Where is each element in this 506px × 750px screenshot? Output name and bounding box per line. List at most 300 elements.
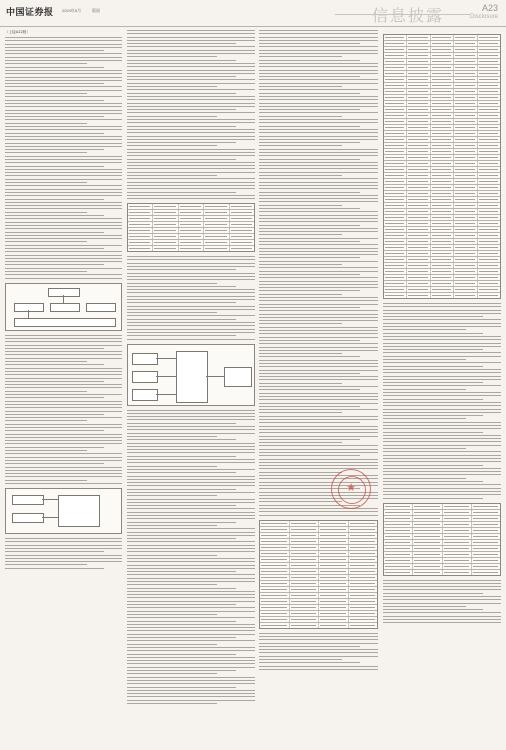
text-line	[127, 122, 255, 123]
text-line	[5, 192, 122, 193]
table-cell	[454, 203, 477, 208]
text-line	[127, 654, 236, 655]
text-line	[5, 255, 122, 256]
table-cell	[384, 534, 413, 539]
table-cell	[319, 581, 349, 586]
table-cell	[290, 521, 320, 526]
table-cell	[204, 222, 229, 227]
table-cell	[407, 221, 430, 226]
text-line	[127, 172, 255, 173]
table-cell	[454, 251, 477, 256]
text-line	[127, 683, 255, 684]
text-line	[5, 189, 122, 190]
text-line	[5, 364, 104, 365]
text-line	[259, 452, 378, 453]
text-line	[383, 484, 501, 485]
text-line	[5, 222, 122, 223]
text-line	[383, 323, 501, 324]
table-cell	[349, 605, 378, 610]
text-line	[5, 341, 122, 342]
text-line	[259, 297, 378, 298]
text-line	[127, 198, 255, 199]
table-cell	[204, 246, 229, 251]
table-cell	[384, 101, 407, 106]
table-cell	[478, 251, 500, 256]
table-cell	[384, 293, 407, 298]
text-line	[259, 40, 378, 41]
text-line	[127, 259, 255, 260]
table-cell	[443, 540, 472, 545]
text-line	[127, 535, 255, 536]
table-cell	[431, 131, 454, 136]
table-cell	[454, 269, 477, 274]
text-line	[383, 606, 466, 607]
text-column-3	[259, 30, 378, 672]
text-line	[5, 470, 122, 471]
text-line	[5, 179, 122, 180]
text-line	[383, 586, 501, 587]
text-line	[383, 596, 501, 597]
table-cell	[384, 233, 407, 238]
table-row	[260, 623, 377, 628]
text-line	[127, 584, 217, 585]
table-cell	[179, 240, 204, 245]
text-line	[383, 346, 501, 347]
column-2-text-mid	[127, 256, 255, 339]
text-line	[5, 175, 122, 176]
text-line	[259, 66, 378, 67]
table-cell	[319, 623, 349, 628]
text-line	[127, 565, 255, 566]
text-line	[127, 136, 255, 137]
data-table-2	[259, 520, 378, 629]
text-line	[5, 545, 122, 546]
table-cell	[407, 293, 430, 298]
table-cell	[407, 125, 430, 130]
text-line	[127, 621, 236, 622]
table-cell	[443, 564, 472, 569]
text-line	[5, 106, 122, 107]
text-line	[127, 532, 255, 533]
text-line	[5, 248, 104, 249]
table-cell	[230, 228, 254, 233]
table-cell	[384, 53, 407, 58]
text-line	[5, 93, 87, 94]
text-line	[127, 132, 255, 133]
text-line	[259, 389, 360, 390]
text-line	[127, 152, 255, 153]
table-cell	[431, 179, 454, 184]
text-line	[127, 60, 236, 61]
text-line	[259, 659, 342, 660]
text-line	[259, 304, 378, 305]
text-line	[259, 43, 360, 44]
text-line	[383, 622, 501, 623]
text-line	[127, 142, 236, 143]
text-line	[5, 551, 104, 552]
table-cell	[407, 287, 430, 292]
text-line	[127, 647, 255, 648]
text-line	[127, 426, 255, 427]
text-line	[5, 268, 122, 269]
table-cell	[204, 204, 229, 209]
table-cell	[478, 53, 500, 58]
table-cell	[413, 552, 442, 557]
text-line	[259, 37, 378, 38]
table-cell	[407, 47, 430, 52]
text-line	[5, 450, 87, 451]
diagram-edge	[206, 376, 224, 377]
table-cell	[407, 263, 430, 268]
text-line	[259, 294, 342, 295]
text-line	[127, 433, 255, 434]
table-cell	[472, 552, 500, 557]
text-line	[127, 126, 236, 127]
text-line	[5, 119, 122, 120]
table-cell	[454, 83, 477, 88]
table-cell	[230, 246, 254, 251]
table-cell	[413, 528, 442, 533]
text-line	[5, 460, 122, 461]
text-line	[127, 591, 255, 592]
text-line	[259, 145, 342, 146]
table-cell	[384, 522, 413, 527]
text-line	[259, 284, 378, 285]
text-line	[259, 646, 360, 647]
text-line	[5, 335, 122, 336]
table-cell	[260, 569, 290, 574]
table-cell	[478, 275, 500, 280]
table-cell	[407, 35, 430, 40]
table-cell	[384, 125, 407, 130]
text-line	[127, 597, 255, 598]
table-cell	[230, 204, 254, 209]
text-line	[259, 340, 360, 341]
text-line	[127, 192, 236, 193]
text-line	[127, 700, 255, 701]
text-line	[259, 33, 378, 34]
structure-diagram-1	[5, 283, 122, 331]
section-title: 信息披露	[372, 6, 445, 25]
diagram-node	[224, 367, 252, 387]
table-cell	[230, 234, 254, 239]
table-cell	[179, 210, 204, 215]
table-cell	[407, 101, 430, 106]
table-cell	[407, 137, 430, 142]
text-line	[127, 312, 217, 313]
table-cell	[384, 540, 413, 545]
table-cell	[260, 533, 290, 538]
text-line	[5, 374, 122, 375]
table-cell	[407, 245, 430, 250]
text-line	[259, 416, 378, 417]
table-cell	[319, 611, 349, 616]
text-line	[127, 667, 255, 668]
table-cell	[290, 545, 320, 550]
text-line	[259, 178, 378, 179]
table-cell	[260, 575, 290, 580]
table-cell	[230, 216, 254, 221]
table-cell	[128, 216, 153, 221]
text-line	[5, 473, 122, 474]
text-line	[259, 116, 342, 117]
text-line	[259, 406, 360, 407]
table-cell	[290, 581, 320, 586]
structure-diagram-2	[5, 488, 122, 534]
text-line	[5, 123, 87, 124]
text-line	[5, 427, 122, 428]
text-line	[5, 208, 122, 209]
text-line	[259, 366, 378, 367]
table-cell	[349, 611, 378, 616]
text-line	[259, 103, 378, 104]
text-line	[259, 241, 360, 242]
text-line	[259, 136, 378, 137]
editor-label: 版面	[92, 8, 100, 13]
table-cell	[230, 222, 254, 227]
company-seal	[331, 469, 371, 509]
column-3-text-bottom	[259, 633, 378, 670]
table-cell	[478, 149, 500, 154]
table-cell	[478, 59, 500, 64]
table-cell	[384, 203, 407, 208]
table-cell	[260, 557, 290, 562]
text-line	[259, 320, 378, 321]
text-line	[127, 690, 255, 691]
table-cell	[478, 185, 500, 190]
text-line	[5, 467, 122, 468]
text-line	[383, 481, 483, 482]
text-line	[127, 56, 217, 57]
table-cell	[407, 179, 430, 184]
text-line	[259, 267, 378, 268]
text-line	[259, 274, 360, 275]
text-line	[259, 327, 378, 328]
text-line	[5, 561, 122, 562]
text-line	[5, 103, 122, 104]
text-line	[127, 43, 236, 44]
table-cell	[384, 35, 407, 40]
text-line	[127, 149, 255, 150]
text-line	[5, 116, 104, 117]
table-cell	[443, 546, 472, 551]
text-line	[5, 110, 122, 111]
diagram-node	[14, 318, 116, 327]
table-cell	[443, 552, 472, 557]
table-cell	[319, 557, 349, 562]
text-line	[259, 201, 378, 202]
text-line	[127, 650, 255, 651]
table-cell	[128, 204, 153, 209]
text-line	[127, 410, 255, 411]
text-line	[383, 379, 501, 380]
text-line	[383, 491, 501, 492]
table-cell	[478, 191, 500, 196]
text-line	[127, 558, 255, 559]
diagram-node	[132, 371, 158, 383]
text-line	[383, 498, 483, 499]
text-line	[5, 407, 122, 408]
table-cell	[407, 239, 430, 244]
text-line	[5, 414, 104, 415]
table-cell	[431, 281, 454, 286]
table-cell	[478, 113, 500, 118]
table-cell	[454, 155, 477, 160]
text-line	[127, 492, 255, 493]
table-cell	[319, 551, 349, 556]
text-line	[383, 392, 501, 393]
column-2-text-bottom	[127, 410, 255, 704]
table-row	[128, 246, 254, 251]
table-cell	[319, 605, 349, 610]
text-line	[127, 155, 255, 156]
text-line	[383, 458, 501, 459]
text-line	[127, 522, 236, 523]
text-line	[259, 669, 378, 670]
text-line	[383, 409, 501, 410]
table-cell	[431, 167, 454, 172]
table-cell	[407, 209, 430, 214]
text-line	[5, 345, 122, 346]
table-cell	[384, 143, 407, 148]
text-line	[5, 443, 122, 444]
text-line	[383, 428, 501, 429]
text-line	[127, 545, 255, 546]
text-line	[259, 211, 378, 212]
text-line	[5, 133, 104, 134]
table-cell	[407, 71, 430, 76]
table-cell	[153, 222, 178, 227]
text-line	[127, 50, 255, 51]
text-line	[5, 457, 122, 458]
text-line	[127, 624, 255, 625]
text-line	[259, 93, 360, 94]
table-cell	[478, 119, 500, 124]
text-line	[259, 159, 360, 160]
text-line	[259, 373, 360, 374]
text-line	[383, 359, 466, 360]
text-line	[259, 662, 360, 663]
column-1-text-mid	[5, 335, 122, 484]
text-line	[259, 112, 378, 113]
diagram-edge	[156, 376, 176, 377]
text-line	[383, 389, 466, 390]
column-1-text-top	[5, 37, 122, 279]
table-cell	[260, 581, 290, 586]
text-line	[127, 306, 255, 307]
text-line	[383, 310, 501, 311]
text-line	[127, 109, 236, 110]
table-cell	[443, 516, 472, 521]
text-line	[259, 343, 378, 344]
diagram-edge	[28, 310, 29, 318]
text-line	[5, 245, 122, 246]
table-row	[384, 570, 500, 575]
text-line	[259, 172, 378, 173]
table-cell	[431, 149, 454, 154]
text-line	[5, 235, 122, 236]
table-cell	[431, 203, 454, 208]
text-line	[127, 502, 255, 503]
table-cell	[407, 227, 430, 232]
text-line	[5, 67, 104, 68]
text-line	[259, 175, 342, 176]
table-cell	[349, 599, 378, 604]
text-line	[127, 83, 255, 84]
text-line	[259, 501, 342, 502]
table-cell	[454, 131, 477, 136]
text-line	[127, 99, 255, 100]
text-line	[127, 588, 236, 589]
masthead: 中国证券报	[6, 8, 54, 18]
text-line	[127, 33, 255, 34]
table-cell	[204, 234, 229, 239]
text-line	[5, 182, 87, 183]
table-cell	[478, 131, 500, 136]
text-line	[259, 195, 378, 196]
column-2-text-top	[127, 30, 255, 199]
text-line	[127, 93, 236, 94]
table-cell	[431, 125, 454, 130]
text-line	[383, 306, 501, 307]
text-line	[259, 472, 342, 473]
text-line	[127, 696, 255, 697]
table-cell	[290, 587, 320, 592]
text-line	[383, 451, 501, 452]
table-cell	[454, 293, 477, 298]
table-cell	[472, 570, 500, 575]
table-cell	[407, 155, 430, 160]
text-line	[5, 202, 122, 203]
table-cell	[431, 227, 454, 232]
text-line	[5, 440, 122, 441]
text-line	[259, 649, 378, 650]
text-line	[259, 330, 378, 331]
table-cell	[384, 257, 407, 262]
text-line	[383, 589, 501, 590]
table-cell	[290, 611, 320, 616]
table-cell	[407, 281, 430, 286]
table-cell	[431, 245, 454, 250]
text-line	[383, 583, 501, 584]
text-line	[127, 525, 217, 526]
text-line	[259, 287, 378, 288]
table-cell	[431, 47, 454, 52]
table-cell	[431, 269, 454, 274]
text-line	[383, 599, 501, 600]
table-cell	[407, 107, 430, 112]
text-line	[127, 657, 255, 658]
text-line	[127, 106, 255, 107]
text-line	[259, 636, 378, 637]
text-line	[259, 376, 378, 377]
table-cell	[290, 527, 320, 532]
table-cell	[478, 65, 500, 70]
text-line	[127, 482, 255, 483]
table-cell	[407, 149, 430, 154]
text-line	[383, 441, 501, 442]
table-cell	[384, 227, 407, 232]
table-cell	[454, 125, 477, 130]
text-line	[127, 195, 255, 196]
text-line	[127, 673, 217, 674]
table-cell	[349, 533, 378, 538]
text-line	[5, 368, 122, 369]
table-cell	[290, 623, 320, 628]
table-cell	[349, 623, 378, 628]
text-line	[127, 581, 255, 582]
text-line	[127, 512, 255, 513]
